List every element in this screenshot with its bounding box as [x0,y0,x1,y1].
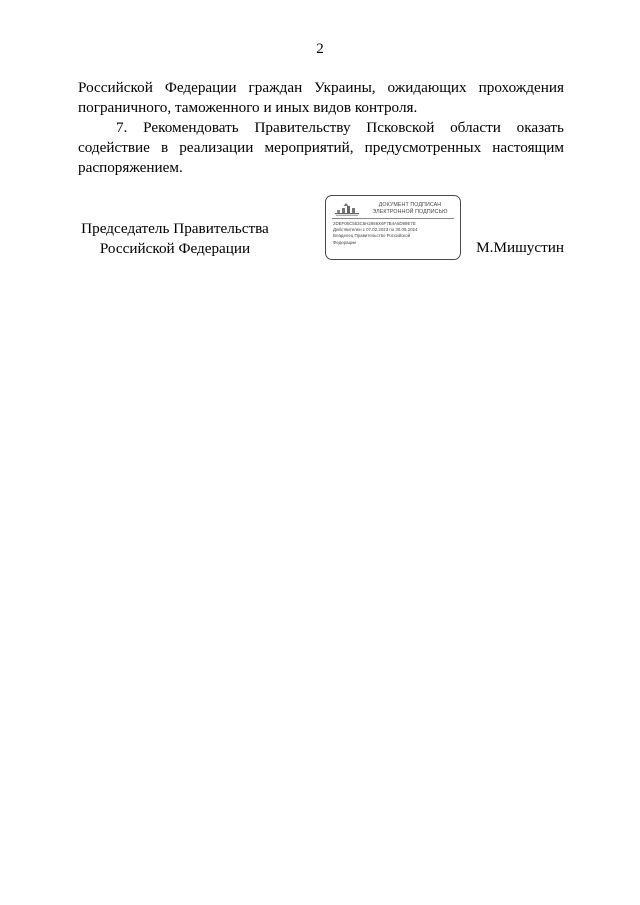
state-emblem-icon [334,202,360,218]
signer-position [80,219,270,259]
paragraph-line: Российской Федерации граждан Украины, ожидающих прохождения [78,79,564,96]
certificate-owner: Федерации [333,239,356,245]
page-number: 2 [316,41,324,57]
stamp-heading-line: ДОКУМЕНТ ПОДПИСАН [378,202,442,208]
stamp-details [333,221,457,246]
paragraph-line: 7. Рекомендовать Правительству Псковской области оказать [116,119,564,136]
paragraph-line: пограничного, таможенного и иных видов контроля. [78,99,418,116]
signer-name: М.Мишустин [476,239,564,256]
validity-period: Действителен с 07.02.2023 по 30.05.2024 [333,227,418,233]
stamp-heading [363,202,457,216]
signer-position-line: Председатель Правительства [81,220,269,237]
paragraph-line: содействие в реализации мероприятий, предусмотренных настоящим [78,139,564,156]
certificate-owner: Владелец Правительство Российской [333,233,411,239]
electronic-signature-stamp [325,195,461,260]
certificate-number: 2DEF06C553C6H2866X6F7B4A6D99E7E [333,221,416,226]
signer-position-line: Российской Федерации [99,240,251,257]
stamp-divider [332,218,454,219]
stamp-heading-line: ЭЛЕКТРОННОЙ ПОДПИСЬЮ [372,209,448,215]
paragraph-line: распоряжением. [78,159,183,176]
